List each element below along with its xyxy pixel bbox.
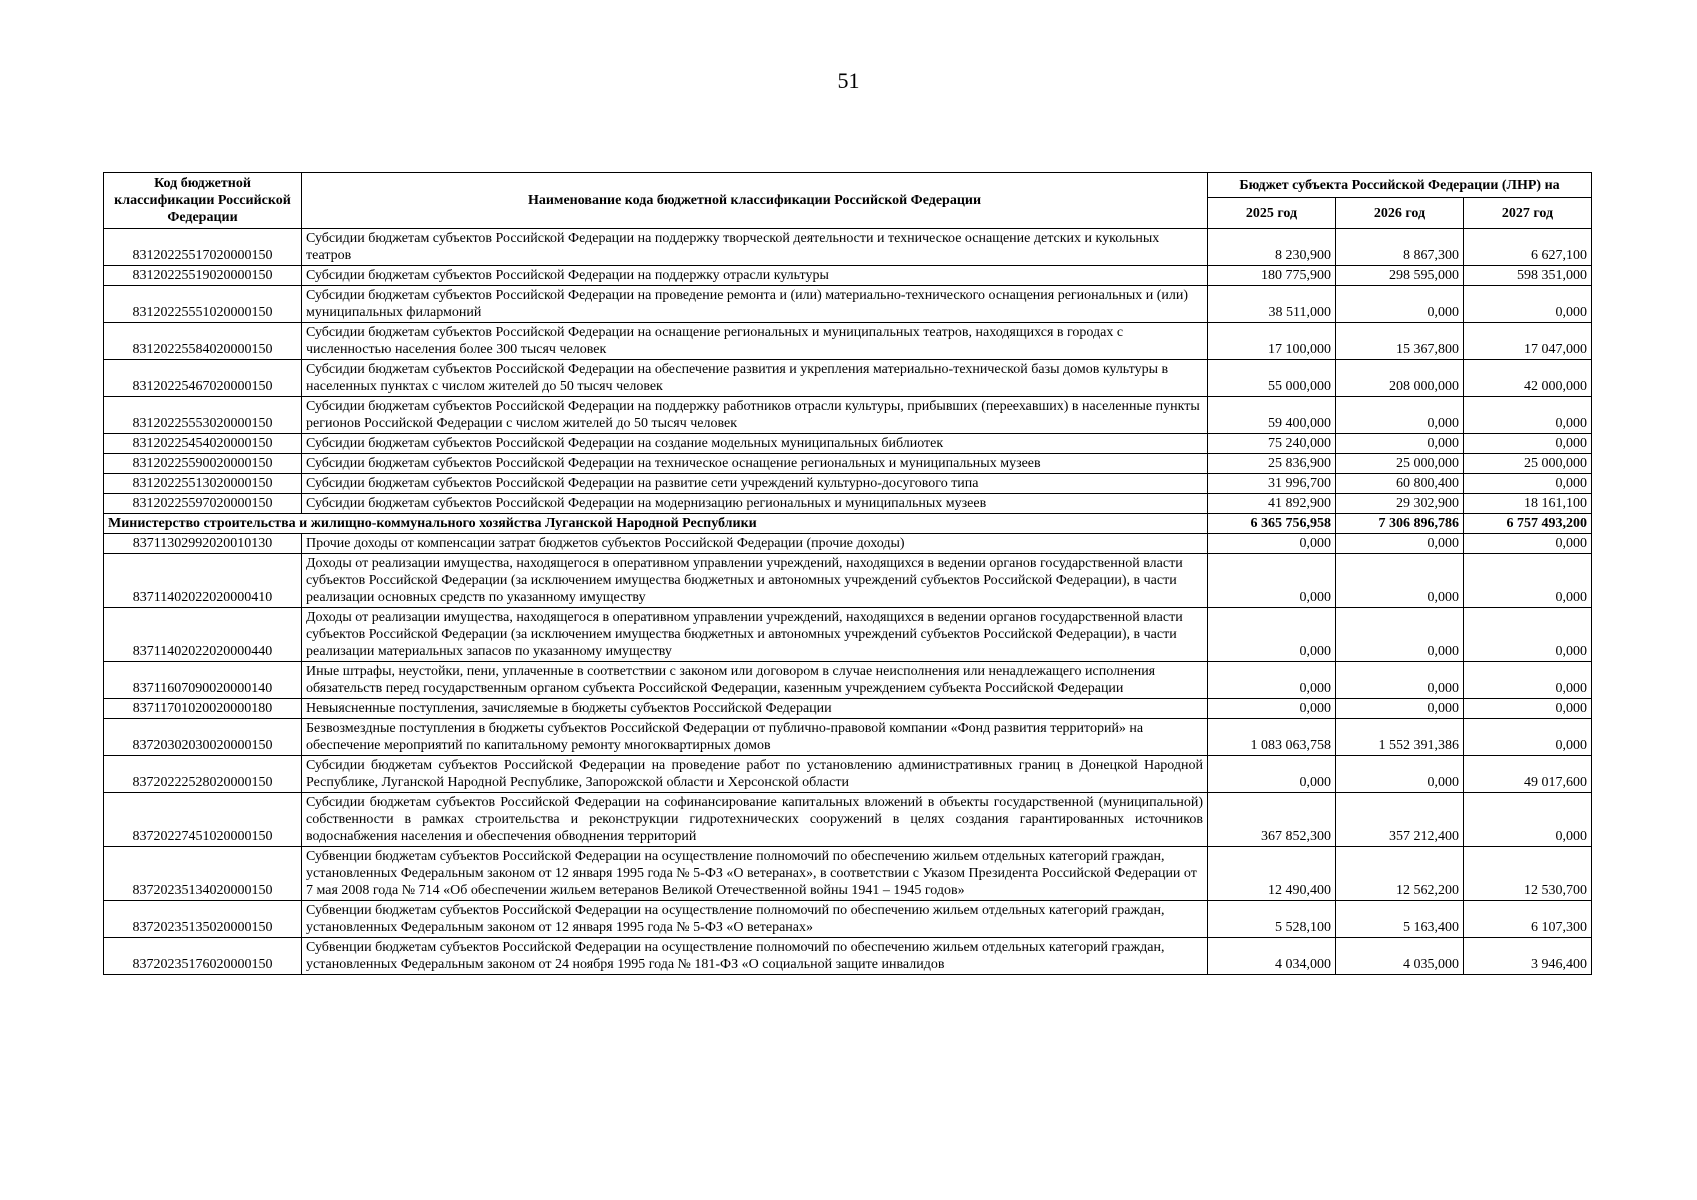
table-row <box>104 266 1592 286</box>
value-2026: 60 800,400 <box>1336 474 1464 494</box>
value-2027: 0,000 <box>1464 474 1592 494</box>
budget-code: 83720235134020000150 <box>104 847 302 901</box>
value-2026: 0,000 <box>1336 608 1464 662</box>
table-row <box>104 323 1592 360</box>
value-2025: 31 996,700 <box>1208 474 1336 494</box>
value-2027: 0,000 <box>1464 662 1592 699</box>
budget-code-name: Субсидии бюджетам субъектов Российской Федерации на поддержку творческой деятельности и техническое оснащение детских и кукольных театров <box>302 229 1208 266</box>
table-header <box>104 173 1592 229</box>
value-2026: 1 552 391,386 <box>1336 719 1464 756</box>
ministry-name: Министерство строительства и жилищно-коммунального хозяйства Луганской Народной Республики <box>104 514 1208 534</box>
value-2026: 8 867,300 <box>1336 229 1464 266</box>
value-2026: 0,000 <box>1336 699 1464 719</box>
budget-code: 83120225454020000150 <box>104 434 302 454</box>
budget-code-name: Субсидии бюджетам субъектов Российской Федерации на развитие сети учреждений культурно-досугового типа <box>302 474 1208 494</box>
budget-code: 83711302992020010130 <box>104 534 302 554</box>
budget-table <box>103 172 1592 975</box>
budget-code-name: Иные штрафы, неустойки, пени, уплаченные в соответствии с законом или договором в случае неисполнения или ненадлежащего исполнения обязательств перед государственным органом субъекта Российской Федерации, казенным учреждением субъекта Российской Федерации <box>302 662 1208 699</box>
value-2027: 0,000 <box>1464 434 1592 454</box>
value-2025: 12 490,400 <box>1208 847 1336 901</box>
budget-code-name: Субсидии бюджетам субъектов Российской Федерации на поддержку работников отрасли культуры, прибывших (переехавших) в населенные пункты регионов Российской Федерации с числом жителей до 50 тысяч человек <box>302 397 1208 434</box>
budget-code-name: Субвенции бюджетам субъектов Российской Федерации на осуществление полномочий по обеспечению жильем отдельных категорий граждан, установленных Федеральным законом от 12 января 1995 года № 5-ФЗ «О ветеранах», в соответствии с Указом Президента Российской Федерации от 7 мая 2008 года № 714 «Об обеспечении жильем ветеранов Великой Отечественной войны 1941 – 1945 годов» <box>302 847 1208 901</box>
budget-code-name: Субвенции бюджетам субъектов Российской Федерации на осуществление полномочий по обеспечению жильем отдельных категорий граждан, установленных Федеральным законом от 12 января 1995 года № 5-ФЗ «О ветеранах» <box>302 901 1208 938</box>
value-2025: 6 365 756,958 <box>1208 514 1336 534</box>
table-row <box>104 229 1592 266</box>
budget-code-name: Субвенции бюджетам субъектов Российской Федерации на осуществление полномочий по обеспечению жильем отдельных категорий граждан, установленных Федеральным законом от 24 ноября 1995 года № 181-ФЗ «О социальной защите инвалидов <box>302 938 1208 975</box>
value-2026: 0,000 <box>1336 286 1464 323</box>
value-2027: 17 047,000 <box>1464 323 1592 360</box>
table-row <box>104 793 1592 847</box>
value-2027: 0,000 <box>1464 699 1592 719</box>
budget-code-name: Невыясненные поступления, зачисляемые в бюджеты субъектов Российской Федерации <box>302 699 1208 719</box>
table-row <box>104 699 1592 719</box>
value-2027: 0,000 <box>1464 719 1592 756</box>
budget-code-name: Доходы от реализации имущества, находящегося в оперативном управлении учреждений, находящихся в ведении органов государственной власти субъектов Российской Федерации (за исключением имущества бюджетных и автономных учреждений субъектов Российской Федерации), в части реализации материальных запасов по указанному имуществу <box>302 608 1208 662</box>
value-2025: 17 100,000 <box>1208 323 1336 360</box>
value-2026: 7 306 896,786 <box>1336 514 1464 534</box>
value-2025: 41 892,900 <box>1208 494 1336 514</box>
table-row <box>104 662 1592 699</box>
header-budget: Бюджет субъекта Российской Федерации (ЛНР) на <box>1208 173 1592 198</box>
budget-code: 83711701020020000180 <box>104 699 302 719</box>
budget-code: 83720222528020000150 <box>104 756 302 793</box>
table-row <box>104 608 1592 662</box>
budget-code: 83120225551020000150 <box>104 286 302 323</box>
budget-code: 83120225467020000150 <box>104 360 302 397</box>
value-2025: 0,000 <box>1208 699 1336 719</box>
value-2027: 6 757 493,200 <box>1464 514 1592 534</box>
budget-code-name: Прочие доходы от компенсации затрат бюджетов субъектов Российской Федерации (прочие доходы) <box>302 534 1208 554</box>
value-2027: 598 351,000 <box>1464 266 1592 286</box>
value-2026: 0,000 <box>1336 397 1464 434</box>
value-2026: 0,000 <box>1336 554 1464 608</box>
value-2026: 0,000 <box>1336 434 1464 454</box>
header-name: Наименование кода бюджетной классификации Российской Федерации <box>302 173 1208 229</box>
value-2026: 0,000 <box>1336 662 1464 699</box>
budget-code-name: Субсидии бюджетам субъектов Российской Федерации на создание модельных муниципальных библиотек <box>302 434 1208 454</box>
value-2025: 0,000 <box>1208 756 1336 793</box>
value-2027: 3 946,400 <box>1464 938 1592 975</box>
header-year-2027: 2027 год <box>1464 198 1592 229</box>
table-row <box>104 474 1592 494</box>
table-row <box>104 286 1592 323</box>
value-2026: 0,000 <box>1336 534 1464 554</box>
value-2025: 0,000 <box>1208 662 1336 699</box>
table-row <box>104 454 1592 474</box>
table-row <box>104 554 1592 608</box>
value-2027: 25 000,000 <box>1464 454 1592 474</box>
budget-code: 83120225513020000150 <box>104 474 302 494</box>
value-2025: 4 034,000 <box>1208 938 1336 975</box>
value-2026: 15 367,800 <box>1336 323 1464 360</box>
value-2026: 25 000,000 <box>1336 454 1464 474</box>
table-row <box>104 756 1592 793</box>
budget-code-name: Субсидии бюджетам субъектов Российской Федерации на техническое оснащение региональных и муниципальных музеев <box>302 454 1208 474</box>
ministry-total-row <box>104 514 1592 534</box>
budget-code-name: Субсидии бюджетам субъектов Российской Федерации на поддержку отрасли культуры <box>302 266 1208 286</box>
budget-code-name: Субсидии бюджетам субъектов Российской Федерации на софинансирование капитальных вложений в объекты государственной (муниципальной) собственности в рамках строительства и реконструкции гидротехнических сооружений в целях создания гарантированных источников водоснабжения населения и обеспечения обводнения территорий <box>302 793 1208 847</box>
value-2026: 208 000,000 <box>1336 360 1464 397</box>
value-2025: 8 230,900 <box>1208 229 1336 266</box>
value-2027: 18 161,100 <box>1464 494 1592 514</box>
budget-code: 83120225553020000150 <box>104 397 302 434</box>
value-2027: 12 530,700 <box>1464 847 1592 901</box>
page-number: 51 <box>837 68 860 93</box>
value-2026: 5 163,400 <box>1336 901 1464 938</box>
value-2027: 0,000 <box>1464 397 1592 434</box>
value-2027: 49 017,600 <box>1464 756 1592 793</box>
header-year-2026: 2026 год <box>1336 198 1464 229</box>
table-row <box>104 534 1592 554</box>
budget-code: 83711402022020000410 <box>104 554 302 608</box>
value-2025: 25 836,900 <box>1208 454 1336 474</box>
value-2025: 38 511,000 <box>1208 286 1336 323</box>
value-2025: 75 240,000 <box>1208 434 1336 454</box>
value-2025: 367 852,300 <box>1208 793 1336 847</box>
table-row <box>104 719 1592 756</box>
budget-code: 83711607090020000140 <box>104 662 302 699</box>
budget-code: 83120225584020000150 <box>104 323 302 360</box>
table-row <box>104 397 1592 434</box>
budget-code: 83120225519020000150 <box>104 266 302 286</box>
table-row <box>104 901 1592 938</box>
value-2026: 0,000 <box>1336 756 1464 793</box>
header-year-2025: 2025 год <box>1208 198 1336 229</box>
table-row <box>104 434 1592 454</box>
budget-code-name: Субсидии бюджетам субъектов Российской Федерации на модернизацию региональных и муниципальных музеев <box>302 494 1208 514</box>
budget-code: 83120225597020000150 <box>104 494 302 514</box>
budget-code: 83720235135020000150 <box>104 901 302 938</box>
header-code: Код бюджетной классификации Российской Федерации <box>104 173 302 229</box>
table-row <box>104 938 1592 975</box>
budget-code-name: Безвозмездные поступления в бюджеты субъектов Российской Федерации от публично-правовой компании «Фонд развития территорий» на обеспечение мероприятий по капитальному ремонту многоквартирных домов <box>302 719 1208 756</box>
value-2025: 180 775,900 <box>1208 266 1336 286</box>
value-2027: 42 000,000 <box>1464 360 1592 397</box>
value-2027: 6 627,100 <box>1464 229 1592 266</box>
value-2025: 55 000,000 <box>1208 360 1336 397</box>
value-2025: 0,000 <box>1208 534 1336 554</box>
value-2026: 4 035,000 <box>1336 938 1464 975</box>
value-2025: 0,000 <box>1208 554 1336 608</box>
budget-code: 83120225517020000150 <box>104 229 302 266</box>
budget-code: 83720227451020000150 <box>104 793 302 847</box>
value-2025: 5 528,100 <box>1208 901 1336 938</box>
value-2027: 0,000 <box>1464 554 1592 608</box>
value-2026: 12 562,200 <box>1336 847 1464 901</box>
value-2027: 0,000 <box>1464 793 1592 847</box>
table-row <box>104 494 1592 514</box>
budget-code: 83120225590020000150 <box>104 454 302 474</box>
value-2025: 59 400,000 <box>1208 397 1336 434</box>
value-2025: 0,000 <box>1208 608 1336 662</box>
budget-code: 83711402022020000440 <box>104 608 302 662</box>
value-2027: 0,000 <box>1464 534 1592 554</box>
table-body <box>104 229 1592 975</box>
budget-code: 83720235176020000150 <box>104 938 302 975</box>
budget-code-name: Субсидии бюджетам субъектов Российской Федерации на проведение ремонта и (или) материально-технического оснащения региональных и (или) муниципальных филармоний <box>302 286 1208 323</box>
value-2026: 29 302,900 <box>1336 494 1464 514</box>
budget-code-name: Субсидии бюджетам субъектов Российской Федерации на проведение работ по установлению административных границ в Донецкой Народной Республике, Луганской Народной Республике, Запорожской области и Херсонской области <box>302 756 1208 793</box>
value-2025: 1 083 063,758 <box>1208 719 1336 756</box>
budget-code: 83720302030020000150 <box>104 719 302 756</box>
value-2027: 0,000 <box>1464 286 1592 323</box>
table-row <box>104 360 1592 397</box>
budget-code-name: Субсидии бюджетам субъектов Российской Федерации на обеспечение развития и укрепления материально-технической базы домов культуры в населенных пунктах с числом жителей до 50 тысяч человек <box>302 360 1208 397</box>
value-2026: 357 212,400 <box>1336 793 1464 847</box>
value-2027: 0,000 <box>1464 608 1592 662</box>
budget-code-name: Доходы от реализации имущества, находящегося в оперативном управлении учреждений, находящихся в ведении органов государственной власти субъектов Российской Федерации (за исключением имущества бюджетных и автономных учреждений субъектов Российской Федерации), в части реализации основных средств по указанному имуществу <box>302 554 1208 608</box>
table-row <box>104 847 1592 901</box>
value-2026: 298 595,000 <box>1336 266 1464 286</box>
value-2027: 6 107,300 <box>1464 901 1592 938</box>
budget-code-name: Субсидии бюджетам субъектов Российской Федерации на оснащение региональных и муниципальных театров, находящихся в городах с численностью населения более 300 тысяч человек <box>302 323 1208 360</box>
